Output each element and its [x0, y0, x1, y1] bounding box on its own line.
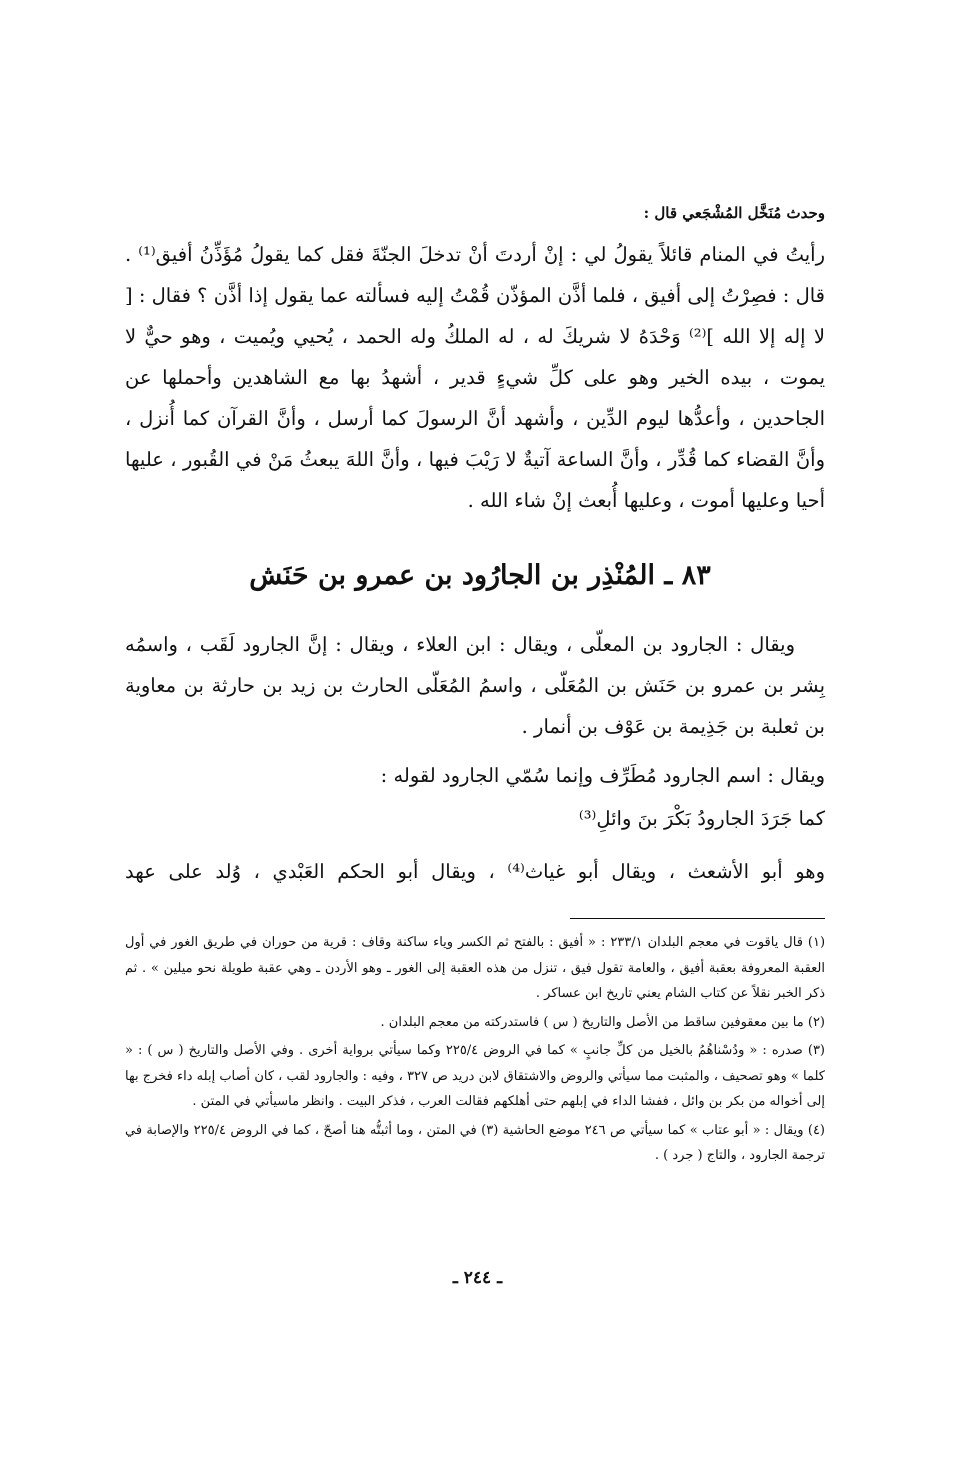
footnotes-section — [125, 930, 825, 1172]
name-origin-paragraph: ويقال : اسم الجارود مُطَرِّف وإنما سُمّي الجارود لقوله : — [380, 764, 825, 787]
page-number: ـ ٢٤٤ ـ — [452, 1268, 503, 1288]
footnote-4: (٤) ويقال : « أبو عتاب » كما سيأتي ص ٢٤٦ موضع الحاشية (٣) في المتن ، وما أثبتُّه هنا أصحّ ، كما في الروض ٢٢٥/٤ والإصابة في ترجمة الجارود ، والتاج ( جرد ) . — [125, 1122, 825, 1163]
footnote-divider — [570, 918, 825, 919]
footnote-2: (٢) ما بين معقوفين ساقط من الأصل والتاريخ ( س ) فاستدركته من معجم البلدان . — [380, 1014, 825, 1030]
footnote-3: (٣) صدره : « ودُسْناهُمُ بالخيل من كلِّ جانبٍ » كما في الروض ٢٢٥/٤ وكما سيأتي برواية أخرى . وفي الأصل والتاريخ ( س ) : « كلما » وهو تصحيف ، والمثبت مما سيأتي والروض والاشتقاق لابن دريد ص ٣٢٧ ، وفيه : والجارود لقب ، كان أصاب إبله داء فخرج بها إلى أخواله من بكر بن وائل ، ففشا الداء في إبلهم حتى أهلكهم فقالت العرب ، فذكر البيت . وانظر ماسيأتي في المتن . — [125, 1043, 825, 1109]
poem-verse: كما جَرَدَ الجارودُ بَكْرَ بنَ وائلِ⁽³⁾ — [578, 807, 825, 830]
lineage-paragraph: ويقال : الجارود بن المعلّى ، ويقال : ابن العلاء ، ويقال : إنَّ الجارود لَقَب ، واسمُه بِشر بن عمرو بن حَنَش بن المُعَلّى ، واسمُ المُعَلّى الحارث بن زيد بن حارثة بن معاوية بن ثعلبة بن جَذِيمة بن عَوْف بن أنمار . — [125, 633, 825, 738]
entry-heading: ٨٣ ـ المُنْذِر بن الجارُود بن عمرو بن حَنَش — [249, 560, 711, 591]
dream-narrative-paragraph: رأيتُ في المنام قائلاً يقولُ لي : إنْ أردتَ أنْ تدخلَ الجنّةَ فقل كما يقولُ مُؤَذِّنُ أفيق⁽¹⁾ . قال : فصِرْتُ إلى أفيق ، فلما أذَّن المؤذّن قُمْتُ إليه فسألته عما يقول إذا أذَّن ؟ فقال : [ لا إله إلا الله ]⁽²⁾ وَحْدَهُ لا شريكَ له ، له الملكُ وله الحمد ، يُحيي ويُميت ، وهو حيٌّ لا يموت ، بيده الخير وهو على كلِّ شيءٍ قدير ، أشهدُ بها مع الشاهدين وأحملها عن الجاحدين ، وأعدُّها ليوم الدِّين ، وأشهد أنَّ الرسولَ كما أرسل ، وأنَّ القرآن كما أُنزل ، وأنَّ القضاء كما قُدِّر ، وأنَّ الساعة آتيةٌ لا رَيْبَ فيها ، وأنَّ اللهَ يبعثُ مَنْ في القُبور ، عليها أحيا وعليها أموت ، وعليها أُبعث إنْ شاء الله . — [125, 243, 826, 512]
kunya-paragraph: وهو أبو الأشعث ، ويقال أبو غياث⁽⁴⁾ ، ويقال أبو الحكم العَبْدي ، وُلد على عهد — [125, 860, 825, 883]
narrator-intro: وحدث مُنَخَّل المُشْجَعي قال : — [643, 204, 825, 222]
footnote-1: (١) قال ياقوت في معجم البلدان ٢٣٣/١ : « أفيق : بالفتح ثم الكسر وياء ساكنة وقاف : قرية من حوران في طريق الغور في أول العقبة المعروفة بعقبة أفيق ، والعامة تقول فيق ، تنزل من هذه العقبة إلى الغور ـ وهو الأردن ـ وهي عقبة طويلة نحو ميلين » . ثم ذكر الخبر نقلاً عن كتاب الشام يعني تاريخ ابن عساكر . — [125, 935, 826, 1001]
